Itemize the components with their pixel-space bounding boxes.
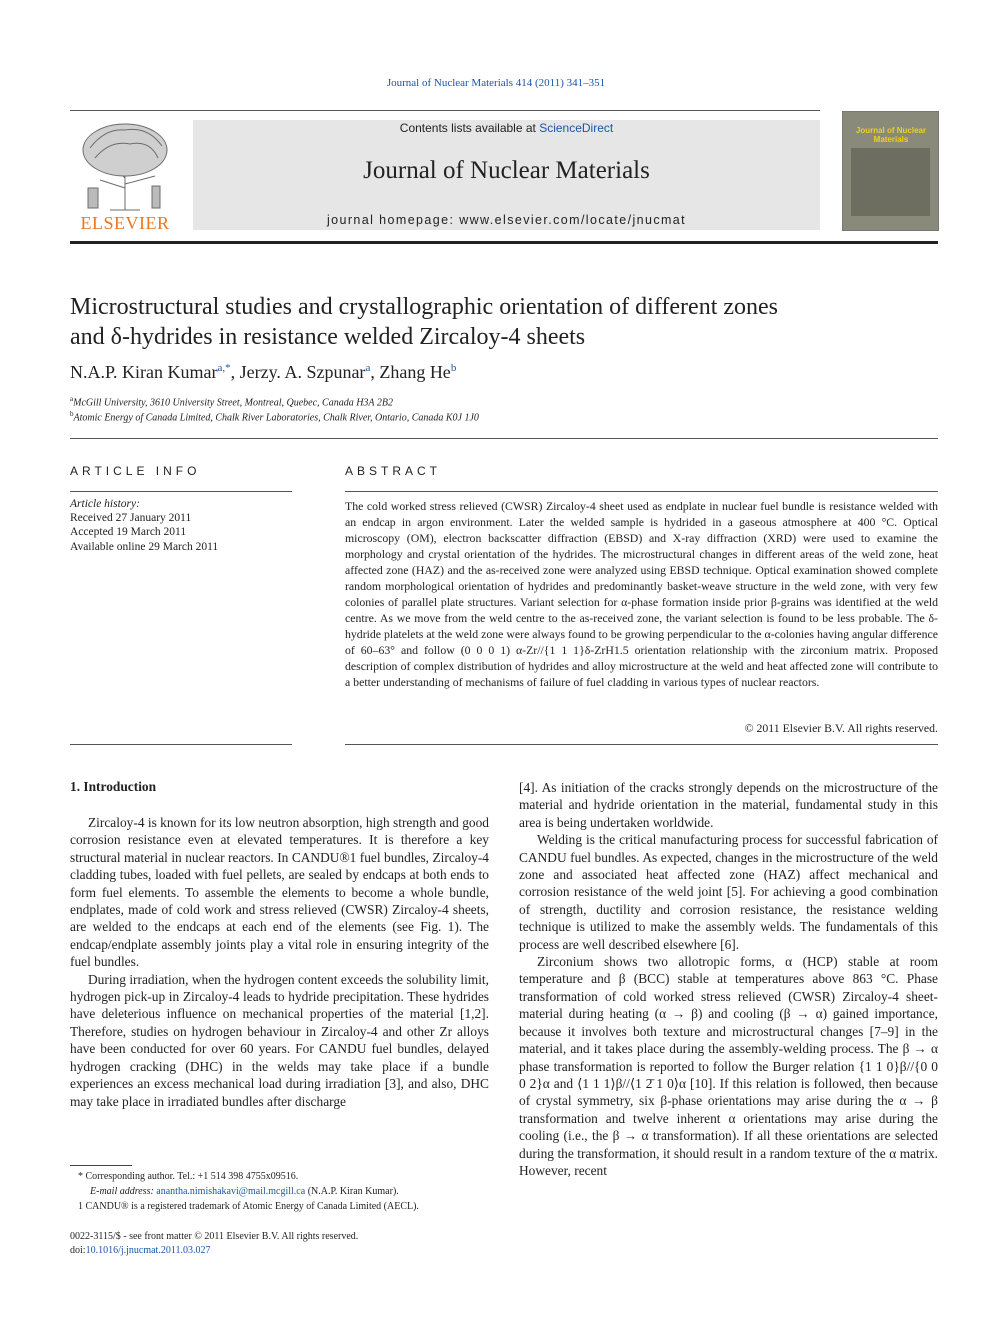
footnote-trademark: 1 CANDU® is a registered trademark of Atomic Energy of Canada Limited (AECL).: [78, 1201, 419, 1212]
paragraph: Zircaloy-4 is known for its low neutron absorption, high strength and good corrosion resistance even at elevated temperatures. It is therefore a key structural material in nuclear reactors. In CANDU®1 fuel bundles, Zircaloy-4 cladding tubes, loaded with fuel pellets, are sealed by endcaps at both ends to form fuel elements. To assemble the elements to become a whole bundle, endplates, made of cold work and stress relieved (CWSR) Zircaloy-4 sheets, are welded to the endcaps at each end of the elements (see Fig. 1). The endcap/endplate assembly joints play a vital role in ensuring integrity of the fuel bundles.: [70, 815, 489, 970]
article-history-label: Article history:: [70, 498, 140, 510]
abstract-text: The cold worked stress relieved (CWSR) Zircaloy-4 sheet used as endplate in nuclear fuel bundle is resistance welded with an endcap in argon environment. Later the welded sample is hydrided in a gaseous atmosphere at 400 °C. Optical microscopy (OM), electron backscatter diffraction (EBSD) and X-ray diffraction (XRD) were used to examine the morphology and crystal orientation of the hydrides. The microstructural changes in different areas of the weld zone, heat affected zone (HAZ) and the as-received zone were analyzed using EBSD technique. Optical examination showed complete random morphological orientation of hydrides and predominantly basket-weave structure in the weld zone, with very few colonies of parallel plate structures. Variant selection for α-phase formation inside prior β-grains was identified at the weld centre. As we move from the weld centre to the as-received zone, the variant selection is found to be less probable. The δ-hydride platelets at the weld zone were always found to be growing perpendicular to the α-colonies having angular difference of 60–63° and follow (0 0 0 1) α-Zr//{1 1 1}δ-ZrH1.5 orientation relationship with the zirconium matrix. Proposed description of complex distribution of hydrides and alloy microstructure at the weld and heat affected zone will contribute to a better understanding of mechanisms of failure of fuel cladding in various types of nuclear reactors.: [345, 499, 938, 689]
issn-line: 0022-3115/$ - see front matter © 2011 Elsevier B.V. All rights reserved.: [70, 1231, 359, 1242]
author-affiliation-mark[interactable]: b: [450, 362, 457, 374]
affiliation-b: [70, 410, 479, 423]
contents-line: [193, 121, 820, 135]
footnote-email: [90, 1186, 399, 1197]
abstract-rule: [345, 491, 938, 492]
title-line-2: and δ-hydrides in resistance welded Zircaloy-4 sheets: [70, 324, 586, 350]
journal-homepage[interactable]: journal homepage: www.elsevier.com/locate/jnucmat: [326, 213, 687, 227]
cover-image: [851, 148, 930, 216]
tree-icon: [70, 118, 180, 214]
email-suffix: (N.A.P. Kiran Kumar).: [305, 1186, 399, 1197]
doi-link[interactable]: 10.1016/j.jnucmat.2011.03.027: [85, 1245, 211, 1256]
elsevier-wordmark: ELSEVIER: [80, 213, 170, 233]
affiliation-text: Atomic Energy of Canada Limited, Chalk River Laboratories, Chalk River, Ontario, Canada K0J 1J0: [73, 412, 479, 424]
online-date: Available online 29 March 2011: [70, 541, 219, 553]
article-info-heading: ARTICLE INFO: [70, 464, 201, 478]
section-rule: [70, 438, 938, 439]
article-title: [70, 292, 938, 352]
elsevier-logo: [70, 118, 180, 236]
doi-label: doi:: [70, 1245, 86, 1256]
author-affiliation-mark[interactable]: a,*: [217, 362, 231, 374]
right-column: [519, 779, 938, 1179]
article-info-rule: [70, 491, 292, 492]
left-column: [70, 814, 489, 1110]
author-affiliation-mark[interactable]: a: [365, 362, 371, 374]
doi-line: [70, 1245, 210, 1256]
paragraph: [4]. As initiation of the cracks strongly depends on the microstructure of the material and hydride orientation in the material, fundamental study in this area is being undertaken worldwide.: [519, 780, 938, 830]
journal-name: Journal of Nuclear Materials: [363, 157, 650, 184]
author-list: [70, 362, 938, 383]
abstract-bottom-rule: [345, 744, 938, 745]
email-link[interactable]: anantha.nimishakavi@mail.mcgill.ca: [156, 1186, 306, 1197]
contents-prefix: Contents lists available at: [399, 121, 540, 135]
journal-cover-thumbnail[interactable]: [842, 111, 939, 231]
title-line-1: Microstructural studies and crystallographic orientation of different zones: [70, 294, 778, 320]
abstract-copyright: © 2011 Elsevier B.V. All rights reserved.: [744, 721, 938, 735]
affiliation-mark: a: [70, 395, 74, 403]
author-name: N.A.P. Kiran Kumar: [70, 362, 218, 382]
affiliation-a: [70, 395, 393, 408]
sciencedirect-link[interactable]: ScienceDirect: [539, 121, 614, 135]
header-rule: [70, 110, 820, 111]
cover-title: Journal of Nuclear Materials: [855, 126, 927, 144]
article-info-bottom-rule: [70, 744, 292, 745]
affiliation-text: McGill University, 3610 University Street, Montreal, Quebec, Canada H3A 2B2: [73, 397, 393, 409]
received-date: Received 27 January 2011: [70, 512, 192, 524]
masthead-rule: [70, 241, 938, 244]
paragraph: During irradiation, when the hydrogen content exceeds the solubility limit, hydrogen pick-up in Zircaloy-4 leads to hydride precipitation. These hydrides have deleterious influence on mechanical properties of the material [1,2]. Therefore, studies on hydrogen behaviour in Zircaloy-4 and other Zr alloys have been conducted for over 60 years. For CANDU fuel bundles, delayed hydrogen cracking (DHC) in the welds may take place if a bundle experiences an excess mechanical load during irradiation [3], and also, DHC may take place in irradiated bundles after discharge: [70, 971, 489, 1109]
author-separator: ,: [370, 362, 380, 382]
paragraph: Welding is the critical manufacturing process for successful fabrication of CANDU fuel bundles. As expected, changes in the microstructure of the weld zone and associated heat affected zone (HAZ) affect mechanical and corrosion resistance of the weld joint [5]. For achieving a good combination of strength, ductility and corrosion resistance, the resistance welding technique is utilized to make the assembly welds. The fundamentals of this process are well described elsewhere [6].: [519, 832, 938, 952]
section-heading-introduction: 1. Introduction: [70, 779, 157, 794]
footnote-rule: [70, 1165, 132, 1166]
abstract-heading: ABSTRACT: [345, 464, 442, 478]
email-label: E-mail address:: [90, 1186, 157, 1197]
author-name: Jerzy. A. Szpunar: [239, 362, 366, 382]
affiliation-mark: b: [70, 410, 74, 418]
author-separator: ,: [230, 362, 240, 382]
paragraph: Zirconium shows two allotropic forms, α (HCP) stable at room temperature and β (BCC) stable at temperatures above 863 °C. Phase transformation of cold worked stress relieved (CWSR) Zircaloy-4 sheet-material during heating (α → β) and cooling (β → α) gained importance, because it involves both texture and microstructural changes [7–9] in the material, and it takes place during the assembly-welding process. The β → α phase transformation is reported to follow the Burger relation {1 1 0}β//{0 0 0 2}α and ⟨1 1 1⟩β//⟨1 2̄ 1 0⟩α [10]. If this relation is followed, then because of crystal symmetry, six β-phase orientations may arise during the α → β transformation and twelve inherent α orientations may arise during the cooling (i.e., the β → α transformation). If all these orientations are selected during the transformation, it should result in a random texture of the α matrix. However, recent: [519, 954, 938, 1178]
author-name: Zhang He: [379, 362, 451, 382]
accepted-date: Accepted 19 March 2011: [70, 526, 187, 538]
journal-citation[interactable]: Journal of Nuclear Materials 414 (2011) 341–351: [386, 77, 606, 89]
footnote-corresponding: * Corresponding author. Tel.: +1 514 398 4755x09516.: [78, 1171, 299, 1182]
